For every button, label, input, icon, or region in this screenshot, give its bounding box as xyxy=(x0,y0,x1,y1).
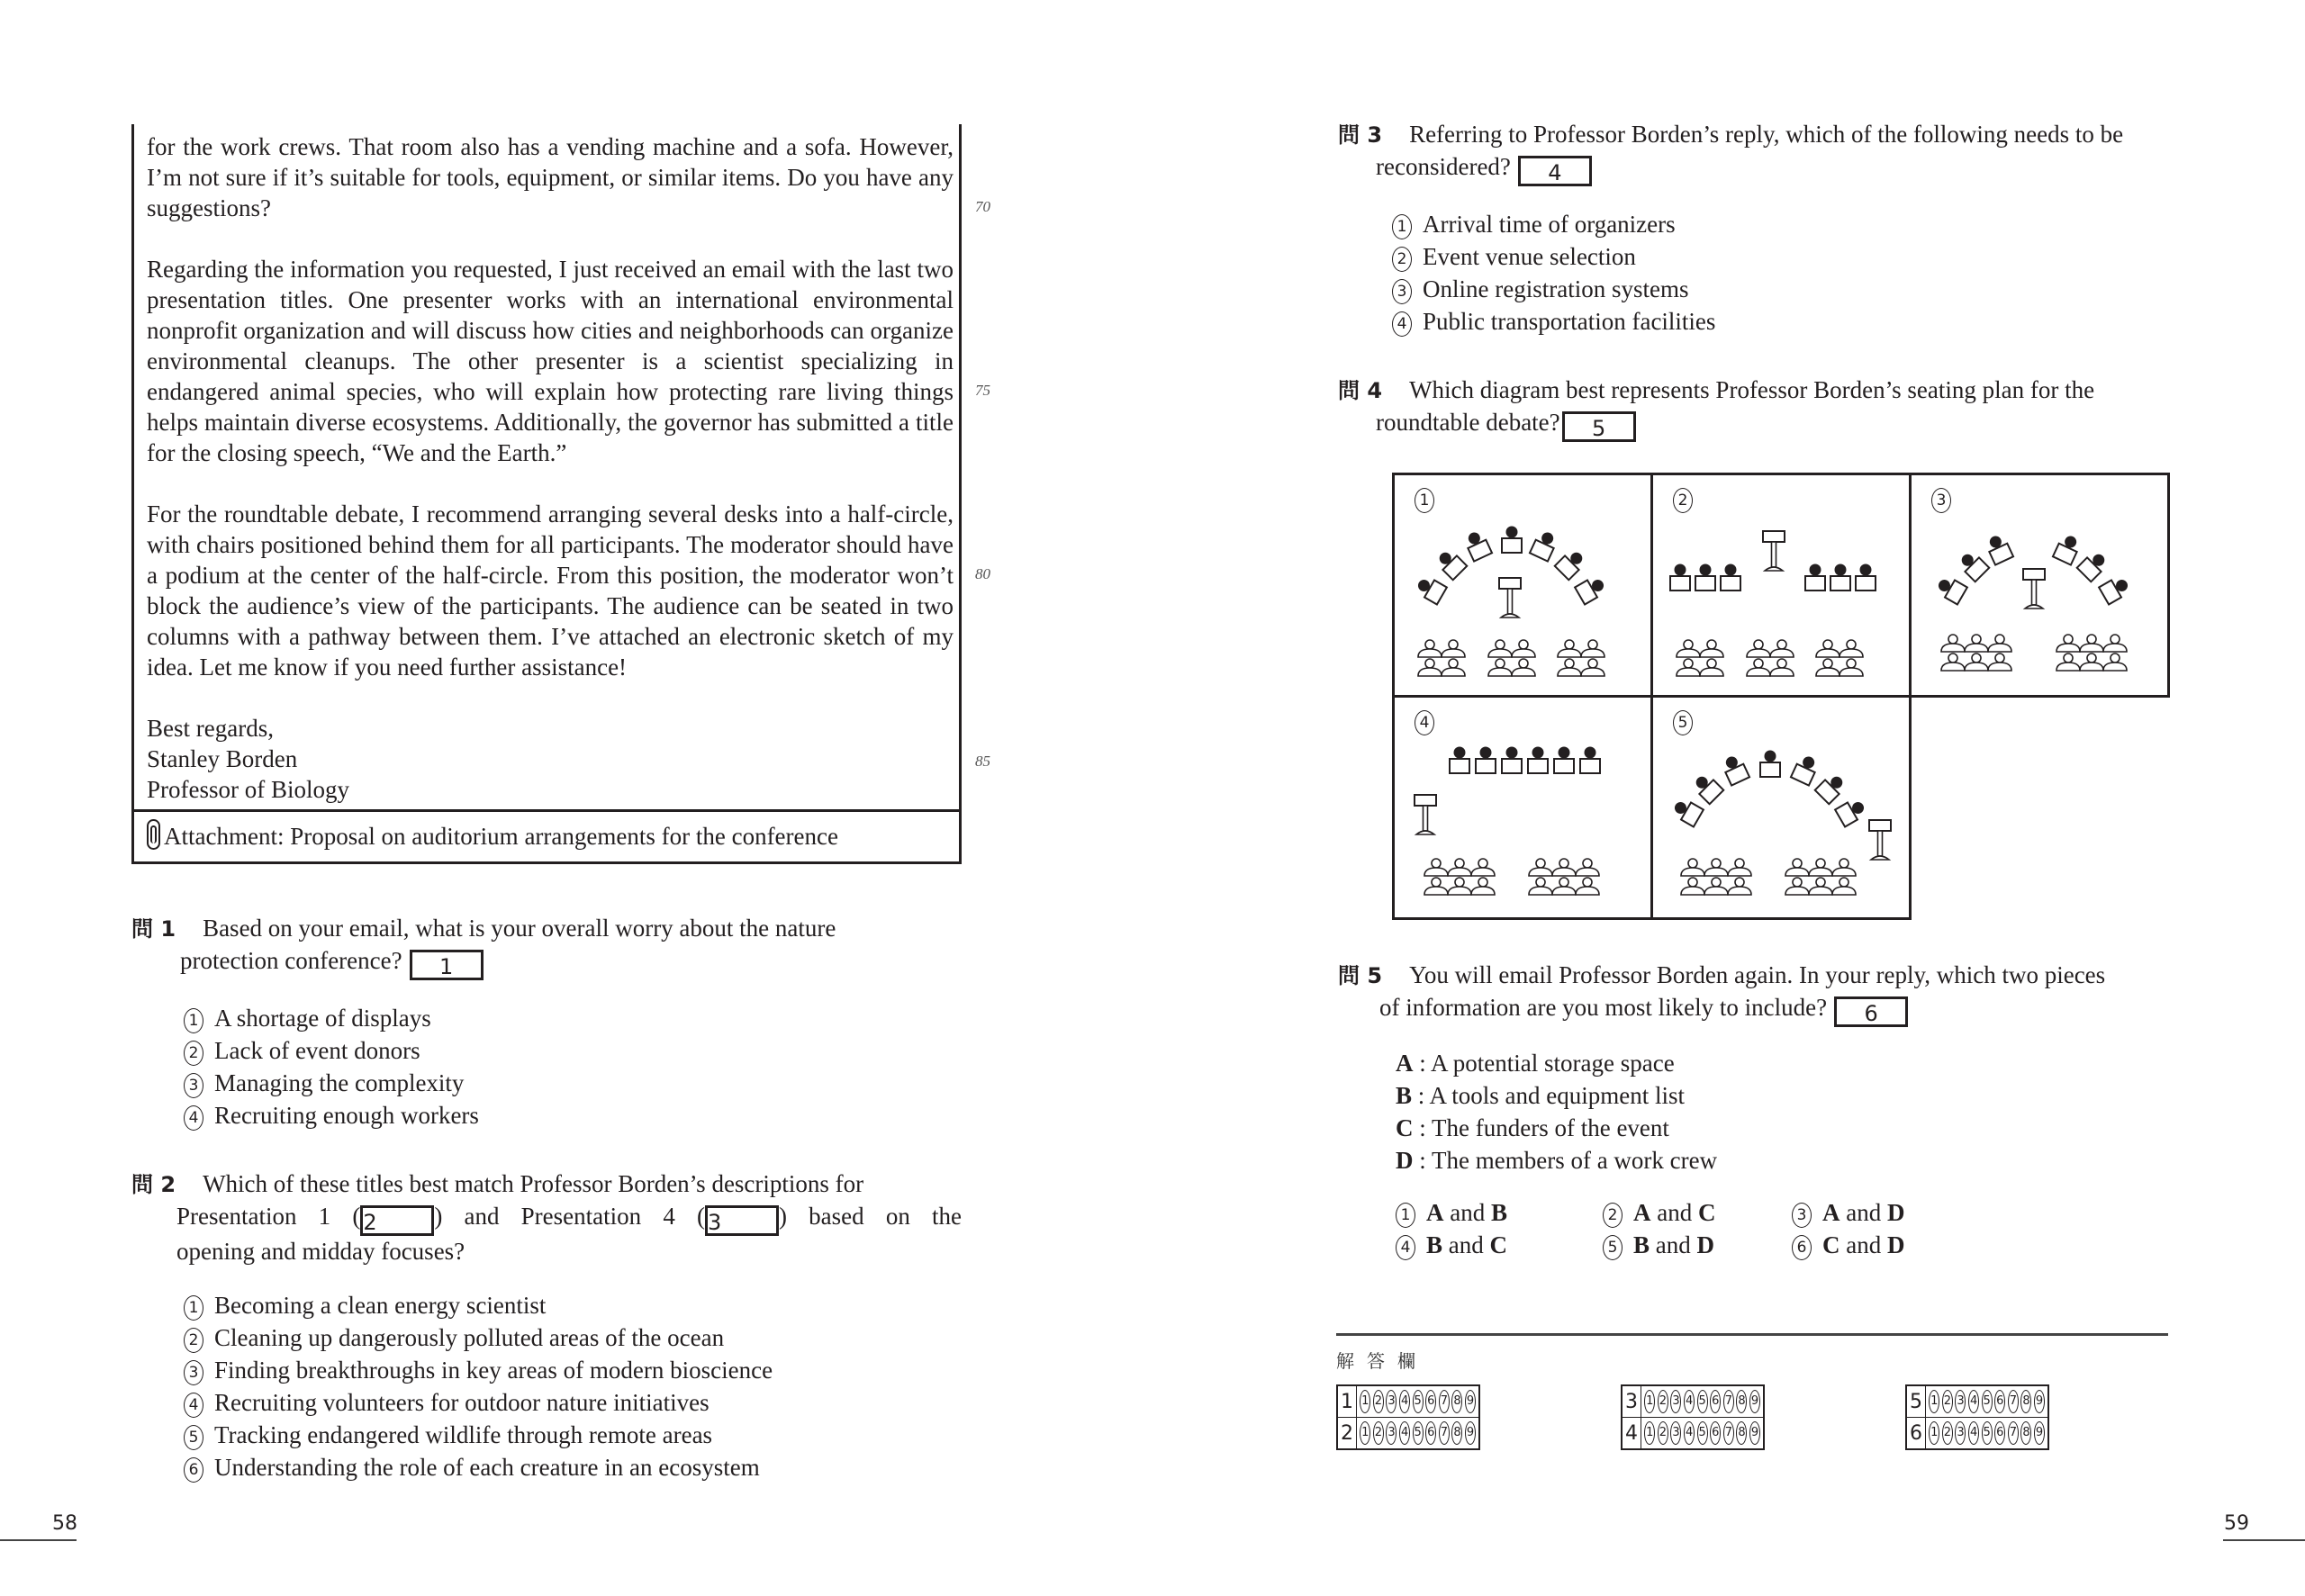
answer-bubbles[interactable]: 1 2 3 4 5 6 7 8 9 xyxy=(1357,1418,1480,1450)
diagram-number: 3 xyxy=(1931,488,1951,513)
question-text: ) based on the xyxy=(779,1203,962,1230)
option[interactable]: 2 A and C xyxy=(1603,1196,1792,1229)
line-number: 85 xyxy=(975,753,990,770)
answer-grid-3-4 xyxy=(1621,1384,1765,1450)
answer-row-number: 5 xyxy=(1906,1385,1926,1418)
page-rule xyxy=(0,1539,77,1541)
email-sender-title: Professor of Biology xyxy=(147,776,349,803)
answer-row xyxy=(1622,1418,1764,1450)
option-text: Understanding the role of each creature in an ecosystem xyxy=(214,1454,760,1481)
diagram-number: 2 xyxy=(1673,488,1693,513)
piece-key: B xyxy=(1396,1082,1413,1109)
question-label: 問 3 xyxy=(1338,122,1383,148)
option[interactable] xyxy=(184,1067,962,1099)
answer-grid-5-6 xyxy=(1905,1384,2049,1450)
option[interactable] xyxy=(184,1289,962,1321)
option-text: Managing the complexity xyxy=(214,1069,465,1096)
diagram-option-3[interactable] xyxy=(1909,473,2170,698)
answer-sheet-title: 解答欄 xyxy=(1336,1350,1428,1372)
question-text: opening and midday focuses? xyxy=(176,1238,466,1265)
question-label: 問 4 xyxy=(1338,378,1383,403)
option-text: Recruiting enough workers xyxy=(214,1102,479,1129)
option-text: Online registration systems xyxy=(1423,275,1689,302)
option-number: 3 xyxy=(184,1073,203,1098)
option-number: 4 xyxy=(1392,311,1412,337)
info-piece: B : A tools and equipment list xyxy=(1396,1082,1686,1109)
question-text: You will email Professor Borden again. In your reply, which two pieces xyxy=(1409,961,2106,988)
answer-row xyxy=(1337,1418,1479,1450)
piece-key: A xyxy=(1396,1050,1414,1077)
answer-box: 4 xyxy=(1518,156,1592,186)
answer-row xyxy=(1337,1385,1479,1418)
option[interactable] xyxy=(184,1451,962,1483)
option-text: Recruiting volunteers for outdoor nature initiatives xyxy=(214,1389,710,1416)
option-text: Arrival time of organizers xyxy=(1423,211,1676,238)
seating-rows-with-center-podium xyxy=(1653,475,1914,700)
options-list xyxy=(131,1289,962,1483)
option-text: Tracking endangered wildlife through remote areas xyxy=(214,1421,713,1448)
option[interactable] xyxy=(184,1002,962,1034)
option[interactable] xyxy=(1392,273,2168,305)
question-text: Based on your email, what is your overall worry about the nature xyxy=(203,915,836,942)
straight-row-with-side-podium xyxy=(1395,698,1656,923)
line-number: 80 xyxy=(975,565,990,582)
option-number: 2 xyxy=(184,1328,203,1353)
arc-with-side-podium xyxy=(1653,698,1914,923)
answer-row xyxy=(1906,1418,2048,1450)
question-5 xyxy=(1338,960,2168,1261)
info-piece: D : The members of a work crew xyxy=(1396,1147,1718,1174)
info-piece: C : The funders of the event xyxy=(1396,1114,1669,1141)
options-list xyxy=(1338,208,2168,338)
line-number: 70 xyxy=(975,198,990,215)
answer-bubbles[interactable]: 1 2 3 4 5 6 7 8 9 xyxy=(1641,1418,1765,1450)
option-number: 5 xyxy=(184,1425,203,1450)
option-number: 1 xyxy=(184,1295,203,1321)
option-number: 4 xyxy=(184,1393,203,1418)
seating-arc-with-center-podium xyxy=(1395,475,1656,700)
option[interactable] xyxy=(184,1419,962,1451)
paperclip-icon xyxy=(147,819,160,850)
option[interactable] xyxy=(184,1034,962,1067)
option[interactable] xyxy=(184,1099,962,1132)
option[interactable]: 6 C and D xyxy=(1792,1229,1981,1261)
option-text: Public transportation facilities xyxy=(1423,308,1716,335)
answer-row-number: 4 xyxy=(1622,1418,1641,1450)
question-2 xyxy=(131,1168,962,1483)
question-text: Which diagram best represents Professor Borden’s seating plan for the xyxy=(1409,376,2095,403)
option-text: Event venue selection xyxy=(1423,243,1636,270)
answer-grid-1-2 xyxy=(1336,1384,1480,1450)
option-number: 3 xyxy=(1392,279,1412,304)
question-label: 問 1 xyxy=(131,916,176,942)
answer-box: 6 xyxy=(1834,996,1908,1027)
email-box xyxy=(131,124,962,864)
answer-bubbles[interactable]: 1 2 3 4 5 6 7 8 9 xyxy=(1357,1385,1480,1418)
option-text: Lack of event donors xyxy=(214,1037,420,1064)
answer-box: 1 xyxy=(410,950,484,980)
option[interactable] xyxy=(184,1354,962,1386)
answer-row-number: 3 xyxy=(1622,1385,1641,1418)
info-pieces xyxy=(1338,1047,2168,1177)
diagram-option-4[interactable] xyxy=(1392,695,1653,920)
info-piece: A : A potential storage space xyxy=(1396,1050,1675,1077)
answer-bubbles[interactable]: 1 2 3 4 5 6 7 8 9 xyxy=(1926,1385,2049,1418)
email-closing: Best regards, xyxy=(147,715,274,742)
options-list xyxy=(131,1002,962,1132)
page-rule xyxy=(2223,1539,2305,1541)
option-number: 4 xyxy=(184,1105,203,1131)
email-paragraph: for the work crews. That room also has a vending machine and a sofa. However, I’m not sure if it’s suitable for tools, equipment, or similar items. Do you have any suggestions? xyxy=(147,133,954,221)
combo-options xyxy=(1338,1196,2168,1261)
piece-key: C xyxy=(1396,1114,1414,1141)
diagram-number: 5 xyxy=(1673,710,1693,735)
option-text: A shortage of displays xyxy=(214,1005,431,1032)
answer-bubbles[interactable]: 1 2 3 4 5 6 7 8 9 xyxy=(1641,1385,1765,1418)
option[interactable]: 3 A and D xyxy=(1792,1196,1981,1229)
diagram-number: 4 xyxy=(1415,710,1434,735)
answer-row xyxy=(1906,1385,2048,1418)
answer-row xyxy=(1622,1385,1764,1418)
question-text: Which of these titles best match Professor Borden’s descriptions for xyxy=(203,1170,864,1197)
option[interactable] xyxy=(184,1386,962,1419)
option-text: Becoming a clean energy scientist xyxy=(214,1292,547,1319)
option-text: Cleaning up dangerously polluted areas of the ocean xyxy=(214,1324,725,1351)
option-number: 1 xyxy=(184,1008,203,1033)
question-text: reconsidered? xyxy=(1376,153,1511,180)
question-label: 問 5 xyxy=(1338,963,1383,988)
question-text: roundtable debate? xyxy=(1376,409,1560,436)
answer-box: 2 xyxy=(360,1205,434,1236)
question-text: Referring to Professor Borden’s reply, which of the following needs to be xyxy=(1409,121,2124,148)
split-arc-with-center-podium xyxy=(1912,475,2173,700)
question-text: protection conference? xyxy=(180,947,402,974)
option[interactable] xyxy=(1392,208,2168,240)
option-number: 1 xyxy=(1392,214,1412,239)
diagram-option-1[interactable] xyxy=(1392,473,1653,698)
attachment-label: Attachment: Proposal on auditorium arrangements for the conference xyxy=(164,823,838,850)
seating-diagrams xyxy=(1392,473,2168,917)
option[interactable] xyxy=(184,1321,962,1354)
line-number: 75 xyxy=(975,382,990,399)
diagram-option-2[interactable] xyxy=(1650,473,1912,698)
email-sender-name: Stanley Borden xyxy=(147,745,298,772)
option[interactable]: 5 B and D xyxy=(1603,1229,1792,1261)
option-number: 6 xyxy=(184,1457,203,1483)
page-number-right: 59 xyxy=(2224,1512,2249,1535)
diagram-number: 1 xyxy=(1415,488,1434,513)
question-text: of information are you most likely to include? xyxy=(1379,994,1828,1021)
email-paragraph: For the roundtable debate, I recommend arranging several desks into a half-circle, with chairs positioned behind them for all participants. The moderator should have a podium at the center of the half-circle. From this position, the moderator won’t block the audience’s view of the participants. The audience can be seated in two columns with a pathway between them. I’ve attached an electronic sketch of my idea. Let me know if you need further assistance! xyxy=(147,500,954,681)
piece-key: D xyxy=(1396,1147,1414,1174)
question-text: ) and Presentation 4 ( xyxy=(434,1203,705,1230)
answer-box: 3 xyxy=(705,1205,779,1236)
answer-sheet-rule xyxy=(1336,1333,2168,1336)
answer-bubbles[interactable]: 1 2 3 4 5 6 7 8 9 xyxy=(1926,1418,2049,1450)
question-label: 問 2 xyxy=(131,1172,176,1197)
piece-text: The funders of the event xyxy=(1432,1114,1669,1141)
question-text: Presentation 1 ( xyxy=(176,1203,361,1230)
option[interactable] xyxy=(1392,240,2168,273)
option-number: 3 xyxy=(184,1360,203,1385)
answer-row-number: 1 xyxy=(1337,1385,1357,1418)
option[interactable]: 1 A and B xyxy=(1396,1196,1603,1229)
option-number: 2 xyxy=(1392,247,1412,272)
email-body xyxy=(147,131,954,805)
attachment-row[interactable] xyxy=(134,809,959,861)
piece-text: A tools and equipment list xyxy=(1429,1082,1686,1109)
piece-text: A potential storage space xyxy=(1431,1050,1675,1077)
answer-box: 5 xyxy=(1562,411,1636,442)
option[interactable] xyxy=(1392,305,2168,338)
diagram-option-5[interactable] xyxy=(1650,695,1912,920)
piece-text: The members of a work crew xyxy=(1432,1147,1718,1174)
option[interactable]: 4 B and C xyxy=(1396,1229,1603,1261)
answer-row-number: 6 xyxy=(1906,1418,1926,1450)
page-number-left: 58 xyxy=(52,1512,77,1535)
question-1 xyxy=(131,913,962,1132)
question-4 xyxy=(1338,374,2168,442)
option-number: 2 xyxy=(184,1041,203,1066)
option-text: Finding breakthroughs in key areas of modern bioscience xyxy=(214,1357,773,1384)
email-paragraph: Regarding the information you requested, I just received an email with the last two presentation titles. One presenter works with an international environmental nonprofit organization and will discuss how cities and neighborhoods can organize environmental cleanups. The other presenter is a scientist specializing in endangered animal species, who will explain how protecting rare living things helps maintain diverse ecosystems. Additionally, the governor has submitted a title for the closing speech, “We and the Earth.” xyxy=(147,256,954,466)
question-3 xyxy=(1338,119,2168,338)
answer-row-number: 2 xyxy=(1337,1418,1357,1450)
